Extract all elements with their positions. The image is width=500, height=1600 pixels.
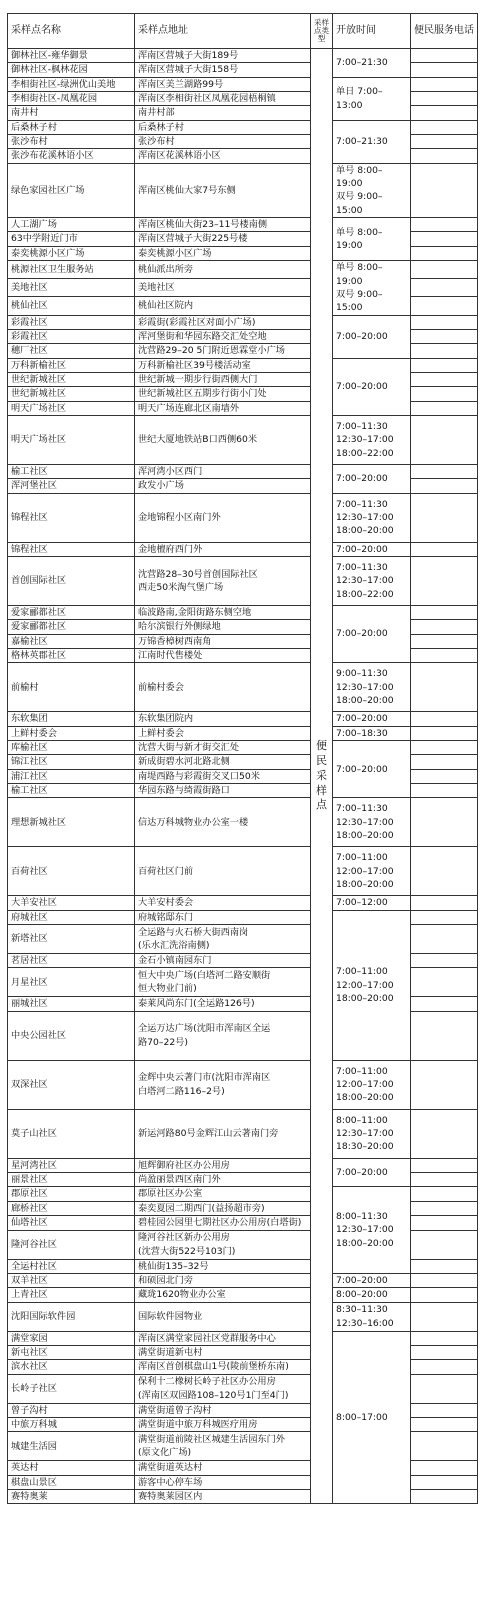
site-address-cell: 藏珑1620物业办公室 [135,1288,311,1302]
open-time-cell: 7:00–20:00 [333,464,411,493]
service-phone-cell [411,542,478,556]
service-phone-cell [411,344,478,358]
service-phone-cell [411,1060,478,1109]
service-phone-cell [411,1158,478,1172]
site-name-cell: 上青社区 [8,1288,135,1302]
site-address-cell: 满堂街道前陵社区城建生活园东门外 (原文化广场) [135,1432,311,1461]
site-name-cell: 明天广场社区 [8,415,135,464]
service-phone-cell [411,896,478,910]
site-address-cell: 满堂街道新屯村 [135,1345,311,1359]
site-address-cell: 满堂街道英达村 [135,1461,311,1475]
service-phone-cell [411,218,478,232]
site-name-cell: 仙塔社区 [8,1216,135,1230]
site-address-cell: 大羊安村委会 [135,896,311,910]
site-address-cell: 世纪新城一期步行街西侧大门 [135,372,311,386]
site-name-cell: 英达村 [8,1461,135,1475]
site-name-cell: 府城社区 [8,910,135,924]
table-row [8,726,478,740]
table-row [8,493,478,542]
table-row [8,1187,478,1201]
site-address-cell: 浑南区满堂家园社区党群服务中心 [135,1331,311,1345]
site-address-cell: 旭辉御府社区办公用房 [135,1158,311,1172]
service-phone-cell [411,1109,478,1158]
site-address-cell: 全运路与火石桥大街西南岗 (乐水汇洗浴南侧) [135,925,311,954]
table-row [8,1302,478,1331]
open-time-cell: 7:00–11:30 12:30–17:00 18:00–20:00 [333,493,411,542]
site-address-cell: 张沙布村 [135,135,311,149]
table-row [8,741,478,755]
site-name-cell: 榆工社区 [8,784,135,798]
service-phone-cell [411,246,478,260]
table-row [8,358,478,372]
service-phone-cell [411,106,478,120]
open-time-cell: 7:00–11:00 12:00–17:00 18:00–20:00 [333,910,411,1060]
site-name-cell: 彩霞社区 [8,315,135,329]
open-time-cell: 7:00–11:30 12:30–17:00 18:00–22:00 [333,556,411,605]
site-address-cell: 浑南区首创棋盘山1号(陵前堡桥东南) [135,1360,311,1374]
site-address-cell: 泰奕桃源小区广场 [135,246,311,260]
site-address-cell: 南堤西路与彩霞街交叉口50米 [135,769,311,783]
service-phone-cell [411,387,478,401]
site-name-cell: 后桑林子村 [8,120,135,134]
service-phone-cell [411,120,478,134]
site-name-cell: 爱家郦都社区 [8,620,135,634]
site-address-cell: 金地檀府西门外 [135,542,311,556]
open-time-cell: 7:00–21:30 [333,120,411,163]
header-site-name: 采样点名称 [8,14,135,49]
table-row [8,1273,478,1287]
site-name-cell: 赛特奥莱 [8,1489,135,1503]
service-phone-cell [411,1011,478,1060]
service-phone-cell [411,1216,478,1230]
site-address-cell: 江南时代售楼处 [135,649,311,663]
site-name-cell: 茗居社区 [8,954,135,968]
open-time-cell: 单号 8:00–19:00 双号 9:00–15:00 [333,163,411,217]
service-phone-cell [411,1187,478,1201]
site-address-cell: 华园东路与绮霞街路口 [135,784,311,798]
site-name-cell: 泰奕桃源小区广场 [8,246,135,260]
site-name-cell: 张沙布村 [8,135,135,149]
site-address-cell: 东软集团院内 [135,712,311,726]
table-row [8,663,478,712]
site-name-cell: 莫子山社区 [8,1109,135,1158]
table-row [8,464,478,478]
service-phone-cell [411,620,478,634]
site-name-cell: 御林社区-雍华御景 [8,49,135,63]
site-address-cell: 哈尔滨银行外侧绿地 [135,620,311,634]
site-address-cell: 浑南区营城子大街189号 [135,49,311,63]
site-address-cell: 桃仙街135–32号 [135,1259,311,1273]
open-time-cell: 7:00–20:00 [333,1273,411,1287]
service-phone-cell [411,297,478,315]
open-time-cell: 8:00–11:00 12:30–17:00 18:30–20:00 [333,1109,411,1158]
site-name-cell: 前榆村 [8,663,135,712]
site-address-cell: 万科新榆社区39号楼活动室 [135,358,311,372]
sampling-site-table-container [7,13,477,1504]
service-phone-cell [411,163,478,217]
table-row [8,315,478,329]
service-phone-cell [411,1259,478,1273]
site-address-cell: 满堂街道曾子沟村 [135,1403,311,1417]
service-phone-cell [411,954,478,968]
site-name-cell: 爱家郦都社区 [8,605,135,619]
site-address-cell: 浑河湾小区西门 [135,464,311,478]
site-name-cell: 库榆社区 [8,741,135,755]
open-time-cell: 7:00–20:00 [333,358,411,415]
service-phone-cell [411,605,478,619]
service-phone-cell [411,92,478,106]
site-name-cell: 美地社区 [8,279,135,297]
site-address-cell: 世纪新城社区五期步行街小门处 [135,387,311,401]
service-phone-cell [411,663,478,712]
table-row [8,847,478,896]
site-name-cell: 曾子沟村 [8,1403,135,1417]
site-name-cell: 锦程社区 [8,542,135,556]
site-name-cell: 郡原社区 [8,1187,135,1201]
site-name-cell: 御林社区-枫林花园 [8,63,135,77]
table-row [8,712,478,726]
site-address-cell: 郡原社区办公室 [135,1187,311,1201]
site-name-cell: 双羊社区 [8,1273,135,1287]
site-address-cell: 浑河堡街和华园东路交汇处空地 [135,329,311,343]
open-time-cell: 8:00–20:00 [333,1288,411,1302]
table-row [8,1288,478,1302]
service-phone-cell [411,784,478,798]
site-address-cell: 浑南区美兰湖路99号 [135,77,311,91]
site-name-cell: 桃仙社区 [8,297,135,315]
table-row [8,163,478,217]
site-name-cell: 人工湖广场 [8,218,135,232]
service-phone-cell [411,232,478,246]
service-phone-cell [411,1360,478,1374]
open-time-cell: 7:00–20:00 [333,315,411,358]
open-time-cell: 7:00–11:00 12:00–17:00 18:00–20:00 [333,847,411,896]
table-row [8,1158,478,1172]
site-name-cell: 沈阳国际软件园 [8,1302,135,1331]
site-address-cell: 碧桂园公园里七期社区办公用房(白塔街) [135,1216,311,1230]
site-type-cell [311,49,333,1504]
site-address-cell: 金石小镇南园东门 [135,954,311,968]
site-name-cell: 万科新榆社区 [8,358,135,372]
service-phone-cell [411,372,478,386]
site-address-cell: 浑南区桃仙大街23–11号楼南侧 [135,218,311,232]
table-row [8,1109,478,1158]
site-name-cell: 星河湾社区 [8,1158,135,1172]
header-open-time: 开放时间 [333,14,411,49]
service-phone-cell [411,556,478,605]
site-name-cell: 城建生活园 [8,1432,135,1461]
site-address-cell: 满堂街道中旅万科城医疗用房 [135,1417,311,1431]
site-address-cell: 临波路南,金阳街路东侧空地 [135,605,311,619]
service-phone-cell [411,279,478,297]
site-name-cell: 彩霞社区 [8,329,135,343]
site-address-cell: 浑南区营城子大街158号 [135,63,311,77]
site-address-cell: 泰莱风尚东门(全运路126号) [135,997,311,1011]
service-phone-cell [411,63,478,77]
site-name-cell: 满堂家园 [8,1331,135,1345]
service-phone-cell [411,1461,478,1475]
service-phone-cell [411,135,478,149]
site-address-cell: 桃仙社区院内 [135,297,311,315]
site-name-cell: 月星社区 [8,968,135,997]
site-name-cell: 廊桥社区 [8,1201,135,1215]
site-address-cell: 金辉中央云著门市(沈阳市浑南区 白塔河二路116–2号) [135,1060,311,1109]
open-time-cell: 7:00–21:30 [333,49,411,78]
site-name-cell: 张沙布花溪林语小区 [8,149,135,163]
open-time-cell: 7:00–12:00 [333,896,411,910]
header-site-address: 采样点地址 [135,14,311,49]
site-address-cell: 金地锦程小区南门外 [135,493,311,542]
table-row [8,120,478,134]
site-name-cell: 桃源社区卫生服务站 [8,261,135,279]
open-time-cell: 7:00–20:00 [333,605,411,662]
header-site-type: 采样点类型 [311,14,333,49]
site-address-cell: 恒大中央广场(白塔河二路安顺街 恒大物业门前) [135,968,311,997]
open-time-cell: 单日 7:00–13:00 [333,77,411,120]
table-row [8,1060,478,1109]
site-address-cell: 百荷社区门前 [135,847,311,896]
service-phone-cell [411,1288,478,1302]
service-phone-cell [411,49,478,63]
site-name-cell: 上鲜村委会 [8,726,135,740]
site-name-cell: 丽景社区 [8,1173,135,1187]
service-phone-cell [411,1201,478,1215]
service-phone-cell [411,329,478,343]
open-time-cell: 单号 8:00–19:00 [333,218,411,261]
table-row [8,910,478,924]
service-phone-cell [411,261,478,279]
service-phone-cell [411,712,478,726]
site-address-cell: 彩霞街(彩霞社区对面小广场) [135,315,311,329]
header-service-phone: 便民服务电话 [411,14,478,49]
open-time-cell: 7:00–20:00 [333,712,411,726]
service-phone-cell [411,1403,478,1417]
service-phone-cell [411,798,478,847]
service-phone-cell [411,1302,478,1331]
site-address-cell: 游客中心停车场 [135,1475,311,1489]
service-phone-cell [411,1345,478,1359]
site-address-cell: 保利十二橡树长岭子社区办公用房 (浑南区双园路108–120号1门至4门) [135,1374,311,1403]
service-phone-cell [411,741,478,755]
site-address-cell: 世纪大厦地铁站B口西侧60米 [135,415,311,464]
service-phone-cell [411,726,478,740]
open-time-cell: 7:00–11:00 12:00–17:00 18:00–20:00 [333,1060,411,1109]
table-row [8,218,478,232]
site-type-label: 便民采样点 [316,739,327,812]
service-phone-cell [411,997,478,1011]
site-name-cell: 中旅万科城 [8,1417,135,1431]
site-address-cell: 全运万达广场(沈阳市浑南区全运 路70–22号) [135,1011,311,1060]
site-name-cell: 百荷社区 [8,847,135,896]
site-name-cell: 南井村 [8,106,135,120]
open-time-cell: 8:00–17:00 [333,1331,411,1504]
table-row [8,798,478,847]
site-address-cell: 沈营路29–20 5门附近恩霖堂小广场 [135,344,311,358]
table-row [8,49,478,63]
site-address-cell: 明天广场连廊北区南墙外 [135,401,311,415]
site-address-cell: 美地社区 [135,279,311,297]
site-address-cell: 赛特奥莱园区内 [135,1489,311,1503]
site-name-cell: 浦江社区 [8,769,135,783]
service-phone-cell [411,649,478,663]
site-name-cell: 锦程社区 [8,493,135,542]
table-row [8,261,478,279]
site-name-cell: 浑河堡社区 [8,479,135,493]
service-phone-cell [411,1273,478,1287]
table-row [8,896,478,910]
service-phone-cell [411,1173,478,1187]
service-phone-cell [411,1331,478,1345]
site-address-cell: 和硕园北门旁 [135,1273,311,1287]
open-time-cell: 7:00–20:00 [333,741,411,798]
site-name-cell: 丽城社区 [8,997,135,1011]
open-time-cell: 9:00–11:30 12:30–17:00 18:00–20:00 [333,663,411,712]
site-address-cell: 桃仙派出所旁 [135,261,311,279]
site-name-cell: 嘉榆社区 [8,634,135,648]
site-name-cell: 东软集团 [8,712,135,726]
table-row [8,556,478,605]
site-name-cell: 格林英郡社区 [8,649,135,663]
site-address-cell: 前榆村委会 [135,663,311,712]
site-name-cell: 榆工社区 [8,464,135,478]
site-name-cell: 穗厂社区 [8,344,135,358]
site-name-cell: 新屯社区 [8,1345,135,1359]
service-phone-cell [411,634,478,648]
site-name-cell: 世纪新城社区 [8,372,135,386]
service-phone-cell [411,847,478,896]
site-address-cell: 浑南区李相街社区凤凰花园梧桐镇 [135,92,311,106]
site-name-cell: 理想新城社区 [8,798,135,847]
site-address-cell: 新运河路80号金辉江山云著南门旁 [135,1109,311,1158]
service-phone-cell [411,358,478,372]
service-phone-cell [411,149,478,163]
service-phone-cell [411,1475,478,1489]
service-phone-cell [411,479,478,493]
sampling-site-table [7,13,478,1504]
open-time-cell: 8:30–11:30 12:30–16:00 [333,1302,411,1331]
service-phone-cell [411,910,478,924]
service-phone-cell [411,401,478,415]
open-time-cell: 7:00–20:00 [333,542,411,556]
site-name-cell: 隆河谷社区 [8,1230,135,1259]
service-phone-cell [411,1432,478,1461]
table-row [8,1331,478,1345]
service-phone-cell [411,77,478,91]
service-phone-cell [411,1374,478,1403]
site-name-cell: 锦江社区 [8,755,135,769]
service-phone-cell [411,769,478,783]
site-name-cell: 长岭子社区 [8,1374,135,1403]
site-name-cell: 首创国际社区 [8,556,135,605]
service-phone-cell [411,968,478,997]
open-time-cell: 7:00–11:30 12:30–17:00 18:00–22:00 [333,415,411,464]
site-name-cell: 李相街社区-凤凰花园 [8,92,135,106]
service-phone-cell [411,415,478,464]
table-row [8,542,478,556]
site-address-cell: 国际软件园物业 [135,1302,311,1331]
site-address-cell: 新成街碧水河北路北侧 [135,755,311,769]
service-phone-cell [411,755,478,769]
table-row [8,77,478,91]
site-address-cell: 后桑林子村 [135,120,311,134]
site-address-cell: 浑南区桃仙大家7号东侧 [135,163,311,217]
site-address-cell: 尚盈丽景西区南门外 [135,1173,311,1187]
service-phone-cell [411,493,478,542]
table-body [8,49,478,1504]
service-phone-cell [411,925,478,954]
open-time-cell: 7:00–18:30 [333,726,411,740]
open-time-cell: 8:00–11:30 12:30–17:00 18:00–20:00 [333,1187,411,1273]
service-phone-cell [411,1417,478,1431]
site-name-cell: 滨水社区 [8,1360,135,1374]
site-address-cell: 沈营路28–30号首创国际社区 西走50米淘气堡广场 [135,556,311,605]
open-time-cell: 7:00–20:00 [333,1158,411,1187]
open-time-cell: 7:00–11:30 12:30–17:00 18:00–20:00 [333,798,411,847]
site-address-cell: 南井村部 [135,106,311,120]
site-name-cell: 世纪新城社区 [8,387,135,401]
site-address-cell: 政发小广场 [135,479,311,493]
service-phone-cell [411,1489,478,1503]
service-phone-cell [411,464,478,478]
service-phone-cell [411,1230,478,1259]
site-address-cell: 浑南区营城子大街225号楼 [135,232,311,246]
site-address-cell: 万锦香樟树西南角 [135,634,311,648]
site-address-cell: 隆河谷社区新办公用房 (沈营大街522号103门) [135,1230,311,1259]
site-address-cell: 浑南区花溪林语小区 [135,149,311,163]
service-phone-cell [411,315,478,329]
site-name-cell: 全运村社区 [8,1259,135,1273]
table-header-row [8,14,478,49]
site-name-cell: 李相街社区-绿洲优山美地 [8,77,135,91]
site-address-cell: 上鲜村委会 [135,726,311,740]
site-address-cell: 泰奕夏园二期西门(益扬超市旁) [135,1201,311,1215]
table-row [8,415,478,464]
site-name-cell: 绿色家园社区广场 [8,163,135,217]
site-name-cell: 大羊安社区 [8,896,135,910]
site-address-cell: 府城铭邸东门 [135,910,311,924]
site-name-cell: 棋盘山景区 [8,1475,135,1489]
site-name-cell: 63中学附近门市 [8,232,135,246]
site-name-cell: 明天广场社区 [8,401,135,415]
site-address-cell: 沈营大街与新才街交汇处 [135,741,311,755]
table-row [8,605,478,619]
open-time-cell: 单号 8:00–19:00 双号 9:00–15:00 [333,261,411,315]
site-address-cell: 信达万科城物业办公室一楼 [135,798,311,847]
site-name-cell: 双深社区 [8,1060,135,1109]
site-name-cell: 中央公园社区 [8,1011,135,1060]
site-name-cell: 新塔社区 [8,925,135,954]
